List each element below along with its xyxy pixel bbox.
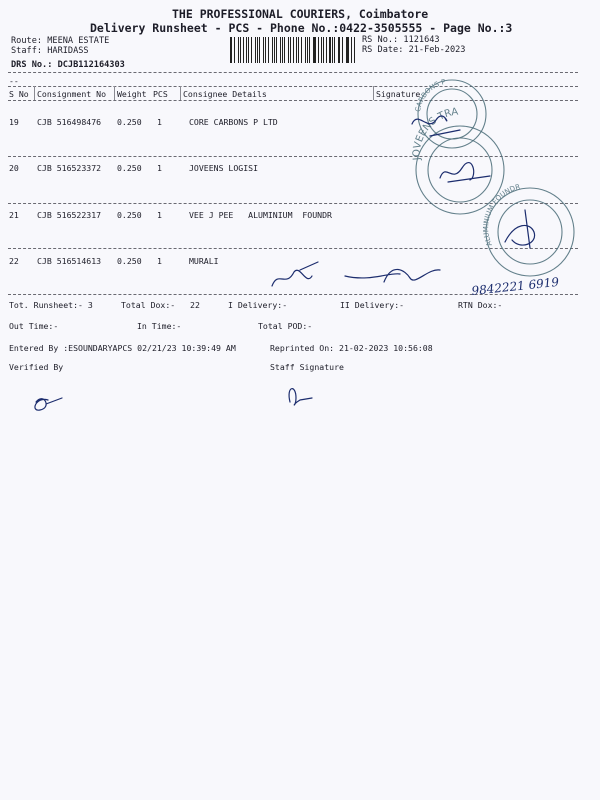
col-pcs-header: PCS	[153, 89, 168, 99]
col-weight-header: Weight	[117, 89, 147, 99]
i-delivery: I Delivery:-	[228, 300, 288, 310]
row-pcs: 1	[157, 210, 162, 220]
row-sno: 19	[9, 117, 19, 127]
stamp-text: ALUMINIUM FOUNDR	[482, 182, 522, 248]
stamp-text: CARBONS P	[413, 77, 447, 113]
row-weight: 0.250	[117, 163, 142, 173]
total-dox: Total Dox:- 22	[121, 300, 200, 310]
tot-runsheet: Tot. Runsheet:- 3	[9, 300, 93, 310]
in-time: In Time:-	[137, 321, 182, 331]
row-consignee: JOVEENS LOGISI	[189, 163, 259, 173]
row-sno: 22	[9, 256, 19, 266]
rs-date: RS Date: 21-Feb-2023	[362, 45, 466, 55]
rtn-dox: RTN Dox:-	[458, 300, 503, 310]
row-sno: 20	[9, 163, 19, 173]
out-time: Out Time:-	[9, 321, 59, 331]
row-sno: 21	[9, 210, 19, 220]
col-consignment-header: Consignment No	[37, 89, 107, 99]
handwritten-note: 9842221 6919	[470, 274, 560, 298]
row-consignee: CORE CARBONS P LTD	[189, 117, 278, 127]
rs-number: RS No.: 1121643	[362, 35, 440, 45]
row-weight: 0.250	[117, 210, 142, 220]
dash-mark: --	[9, 76, 19, 86]
row-consignment: CJB 516498476	[37, 117, 102, 127]
stamp-text: JOVEENS TRA	[411, 106, 459, 161]
row-weight: 0.250	[117, 256, 142, 266]
row-consignee: MURALI	[189, 256, 219, 266]
col-sno-header: S No	[9, 89, 29, 99]
col-consignee-header: Consignee Details	[183, 89, 267, 99]
verified-by-label: Verified By	[9, 362, 64, 372]
row-weight: 0.250	[117, 117, 142, 127]
row-consignee: VEE J PEE ALUMINIUM FOUNDR	[189, 210, 332, 220]
route-label: Route: MEENA ESTATE	[11, 36, 110, 46]
reprinted-on: Reprinted On: 21-02-2023 10:56:08	[270, 343, 433, 353]
col-signature-header: Signature	[376, 89, 421, 99]
ii-delivery: II Delivery:-	[340, 300, 405, 310]
row-pcs: 1	[157, 163, 162, 173]
row-pcs: 1	[157, 117, 162, 127]
entered-by: Entered By :ESOUNDARYAPCS 02/21/23 10:39:49 AM	[9, 343, 236, 353]
company-title: THE PROFESSIONAL COURIERS, Coimbatore	[172, 7, 429, 21]
row-consignment: CJB 516523372	[37, 163, 102, 173]
staff-label: Staff: HARIDASS	[11, 46, 89, 56]
row-consignment: CJB 516514613	[37, 256, 102, 266]
runsheet-subtitle: Delivery Runsheet - PCS - Phone No.:0422-3505555 - Page No.:3	[90, 21, 513, 35]
drs-number: DRS No.: DCJB112164303	[11, 60, 125, 70]
row-consignment: CJB 516522317	[37, 210, 102, 220]
row-pcs: 1	[157, 256, 162, 266]
total-pod: Total POD:-	[258, 321, 313, 331]
signature-scribbles	[35, 116, 535, 410]
staff-signature-label: Staff Signature	[270, 362, 344, 372]
